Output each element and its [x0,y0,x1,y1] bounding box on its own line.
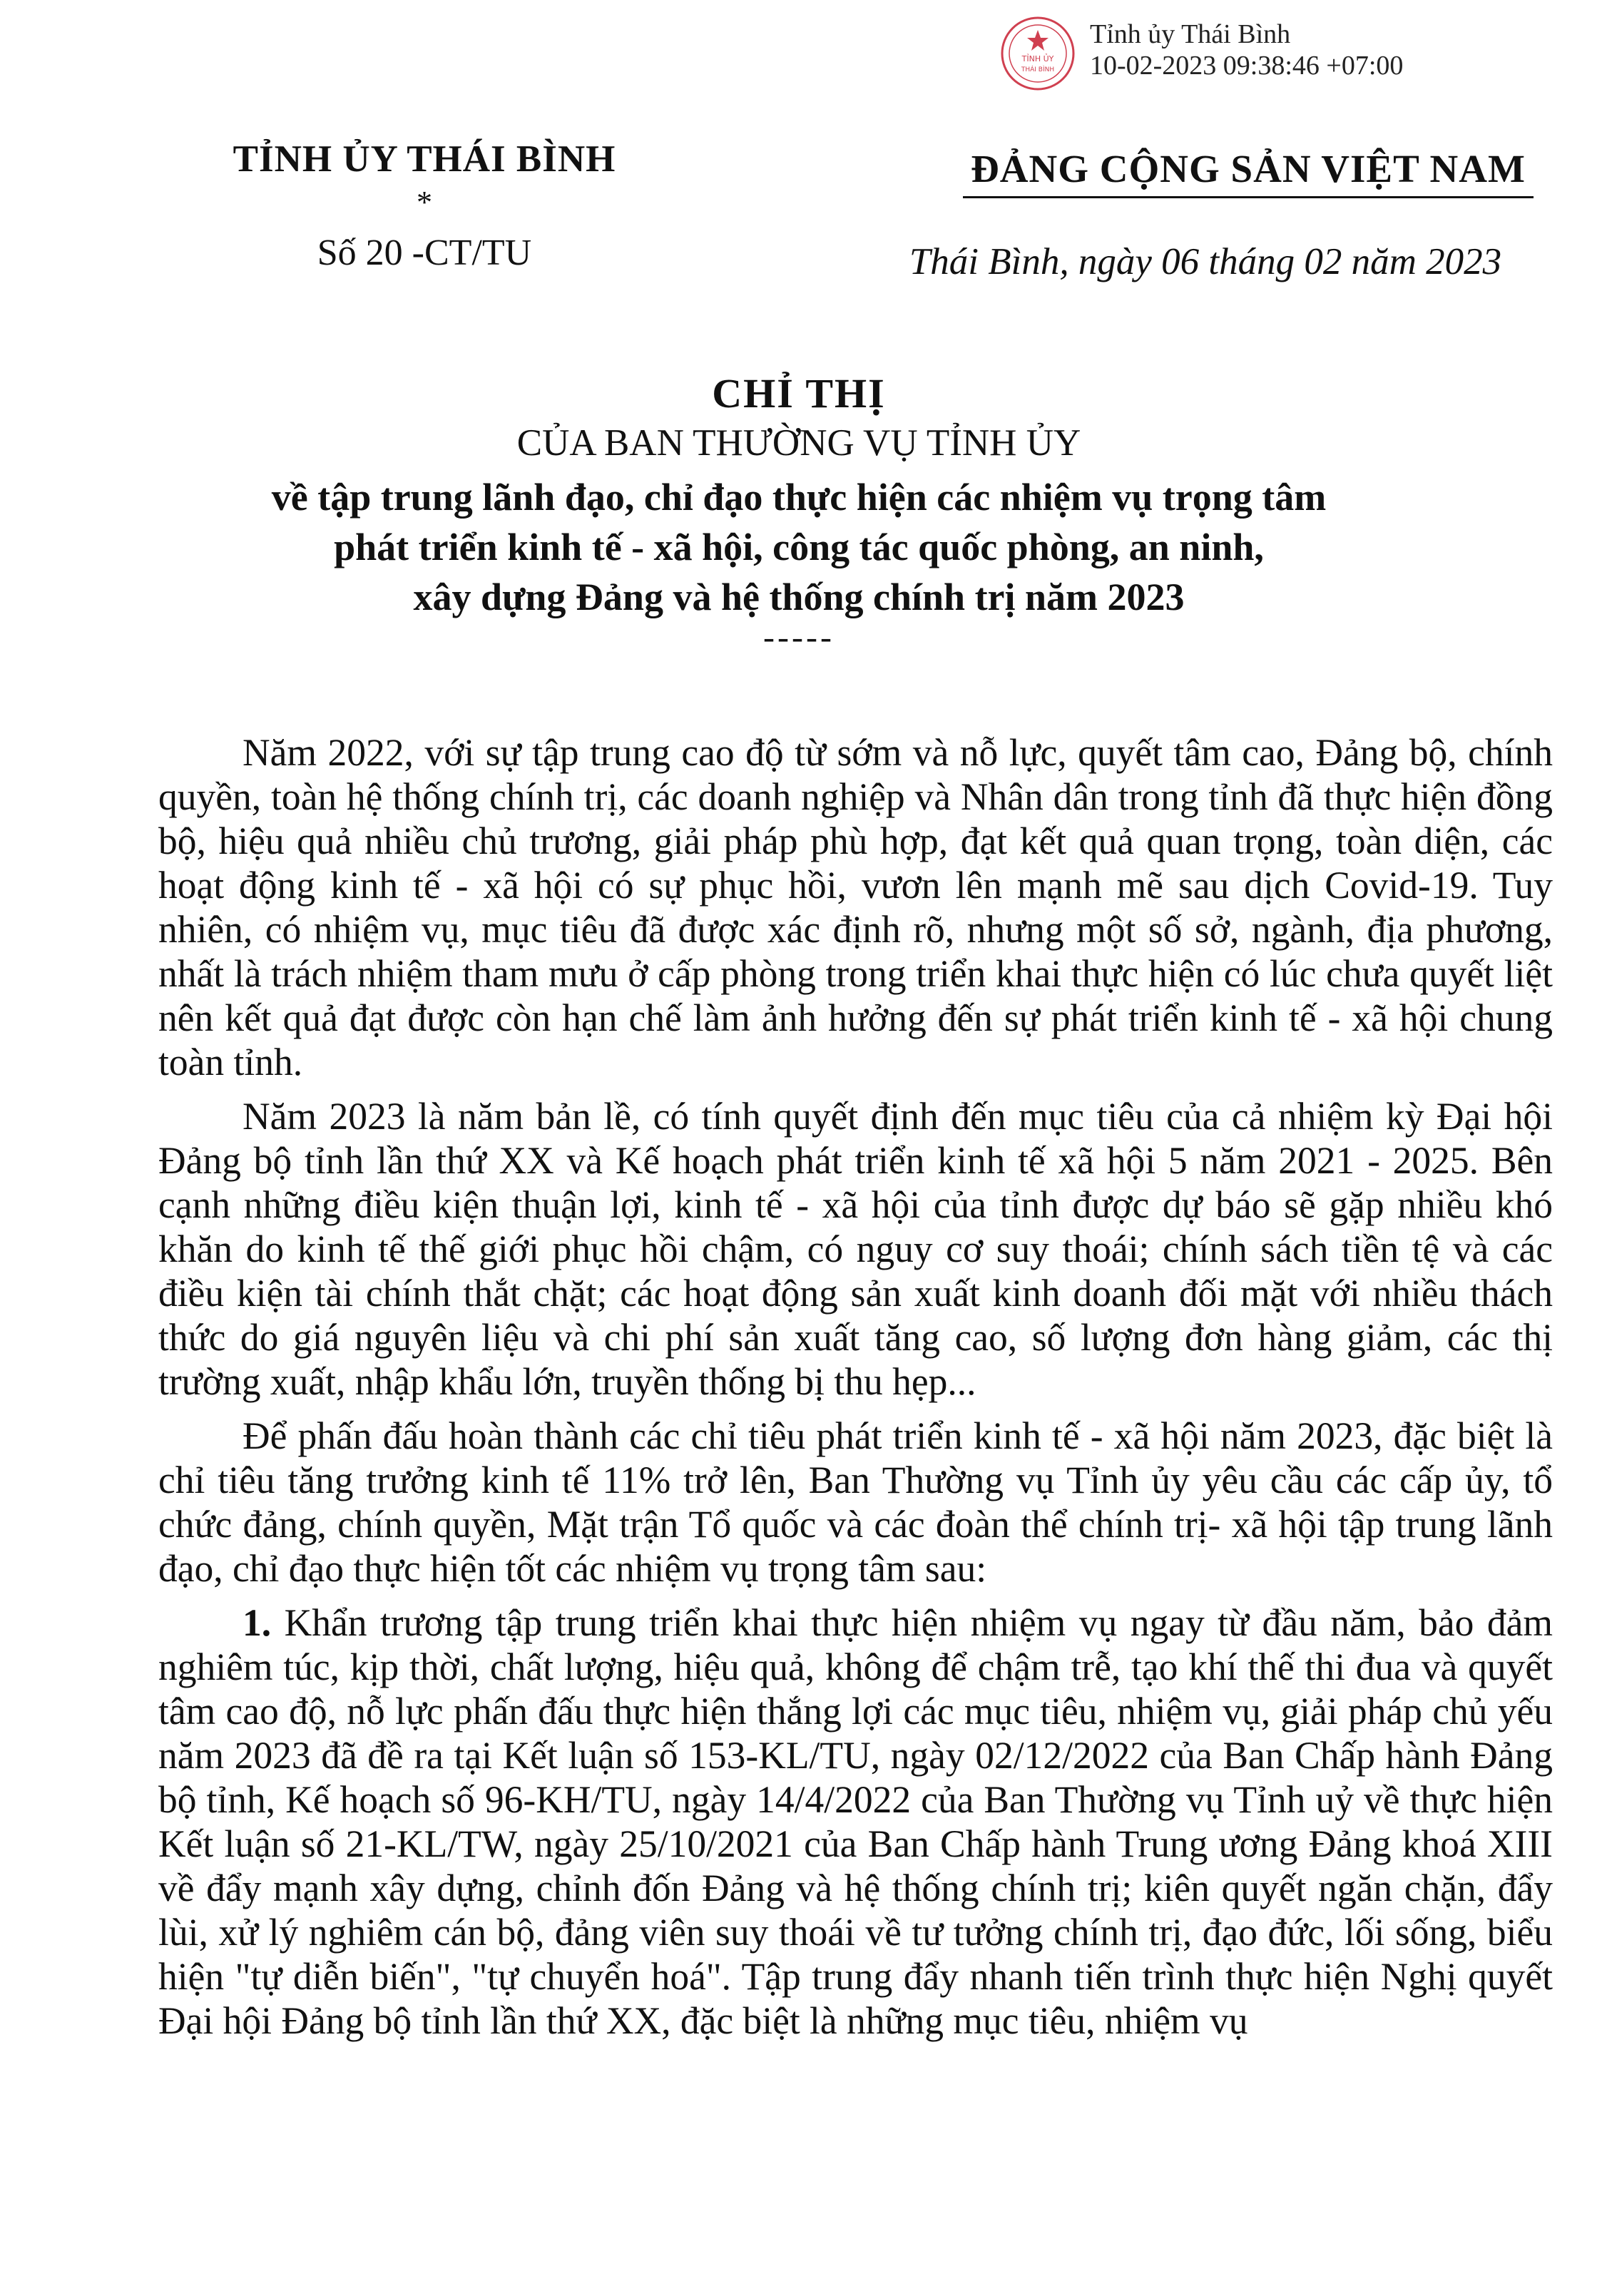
title-separator: ----- [763,618,835,656]
issuing-organization: TỈNH ỦY THÁI BÌNH [233,138,616,180]
party-name-underline [963,196,1534,198]
signature-timestamp: 10-02-2023 09:38:46 +07:00 [1090,51,1404,81]
document-title: CHỈ THỊ [712,370,886,417]
paragraph-1: Năm 2022, với sự tập trung cao độ từ sớm và nỗ lực, quyết tâm cao, Đảng bộ, chính quyền, toàn hệ thống chính trị, các doanh nghiệp và Nhân dân trong tỉnh đã thực hiện đồng bộ, hiệu quả nhiều chủ trương, giải pháp phù hợp, đạt kết quả quan trọng, toàn diện, các hoạt động kinh tế - xã hội có sự phục hồi, vươn lên mạnh mẽ sau dịch Covid-19. Tuy nhiên, có nhiệm vụ, mục tiêu đã được xác định rõ, nhưng một số sở, ngành, địa phương, nhất là trách nhiệm tham mưu ở cấp phòng trong triển khai thực hiện có lúc chưa quyết liệt nên kết quả đạt được còn hạn chế làm ảnh hưởng đến sự phát triển kinh tế - xã hội chung toàn tỉnh. [158,731,1553,1083]
document-topic-line-3: xây dựng Đảng và hệ thống chính trị năm 2023 [413,576,1185,618]
party-name: ĐẢNG CỘNG SẢN VIỆT NAM [971,147,1526,190]
paragraph-4 [158,1601,1553,2043]
item-number: 1. [243,1601,272,1644]
seal-text-bottom: THÁI BÌNH [1021,66,1055,73]
place-and-date: Thái Bình, ngày 06 tháng 02 năm 2023 [909,241,1502,282]
signature-seal-icon [999,14,1077,93]
document-topic-line-1: về tập trung lãnh đạo, chỉ đạo thực hiện các nhiệm vụ trọng tâm [271,476,1327,519]
seal-text-top: TỈNH ỦY [1021,54,1054,63]
signature-signer: Tỉnh ủy Thái Bình [1090,19,1291,49]
document-number: Số 20 -CT/TU [317,233,532,273]
organization-star: * [417,185,432,220]
document-subtitle: CỦA BAN THƯỜNG VỤ TỈNH ỦY [516,422,1081,464]
document-body [158,730,1553,2053]
paragraph-3: Để phấn đấu hoàn thành các chỉ tiêu phát triển kinh tế - xã hội năm 2023, đặc biệt là chỉ tiêu tăng trưởng kinh tế 11% trở lên, Ban Thường vụ Tỉnh ủy yêu cầu các cấp ủy, tổ chức đảng, chính quyền, Mặt trận Tổ quốc và các đoàn thể chính trị- xã hội tập trung lãnh đạo, chỉ đạo thực hiện tốt các nhiệm vụ trọng tâm sau: [158,1414,1553,1590]
paragraph-2: Năm 2023 là năm bản lề, có tính quyết định đến mục tiêu của cả nhiệm kỳ Đại hội Đảng bộ tỉnh lần thứ XX và Kế hoạch phát triển kinh tế xã hội 5 năm 2021 - 2025. Bên cạnh những điều kiện thuận lợi, kinh tế - xã hội của tỉnh được dự báo sẽ gặp nhiều khó khăn do kinh tế thế giới phục hồi chậm, có nguy cơ suy thoái; chính sách tiền tệ và các điều kiện tài chính thắt chặt; các hoạt động sản xuất kinh doanh đối mặt với nhiều thách thức do giá nguyên liệu và chi phí sản xuất tăng cao, số lượng đơn hàng giảm, các thị trường xuất, nhập khẩu lớn, truyền thống bị thu hẹp... [158,1095,1553,1403]
signature-info [1090,19,1403,81]
document-topic-line-2: phát triển kinh tế - xã hội, công tác quốc phòng, an ninh, [334,526,1264,568]
paragraph-4-text: Khẩn trương tập trung triển khai thực hiện nhiệm vụ ngay từ đầu năm, bảo đảm nghiêm túc, kịp thời, chất lượng, hiệu quả, không để chậm trễ, tạo khí thế thi đua và quyết tâm cao độ, nỗ lực phấn đấu thực hiện thắng lợi các mục tiêu, nhiệm vụ, giải pháp chủ yếu năm 2023 đã đề ra tại Kết luận số 153-KL/TU, ngày 02/12/2022 của Ban Chấp hành Đảng bộ tỉnh, Kế hoạch số 96-KH/TU, ngày 14/4/2022 của Ban Thường vụ Tỉnh uỷ về thực hiện Kết luận số 21-KL/TW, ngày 25/10/2021 của Ban Chấp hành Trung ương Đảng khoá XIII về đẩy mạnh xây dựng, chỉnh đốn Đảng và hệ thống chính trị; kiên quyết ngăn chặn, đẩy lùi, xử lý nghiêm cán bộ, đảng viên suy thoái về tư tưởng chính trị, đạo đức, lối sống, biểu hiện "tự diễn biến", "tự chuyển hoá". Tập trung đẩy nhanh tiến trình thực hiện Nghị quyết Đại hội Đảng bộ tỉnh lần thứ XX, đặc biệt là những mục tiêu, nhiệm vụ [158,1601,1553,2042]
